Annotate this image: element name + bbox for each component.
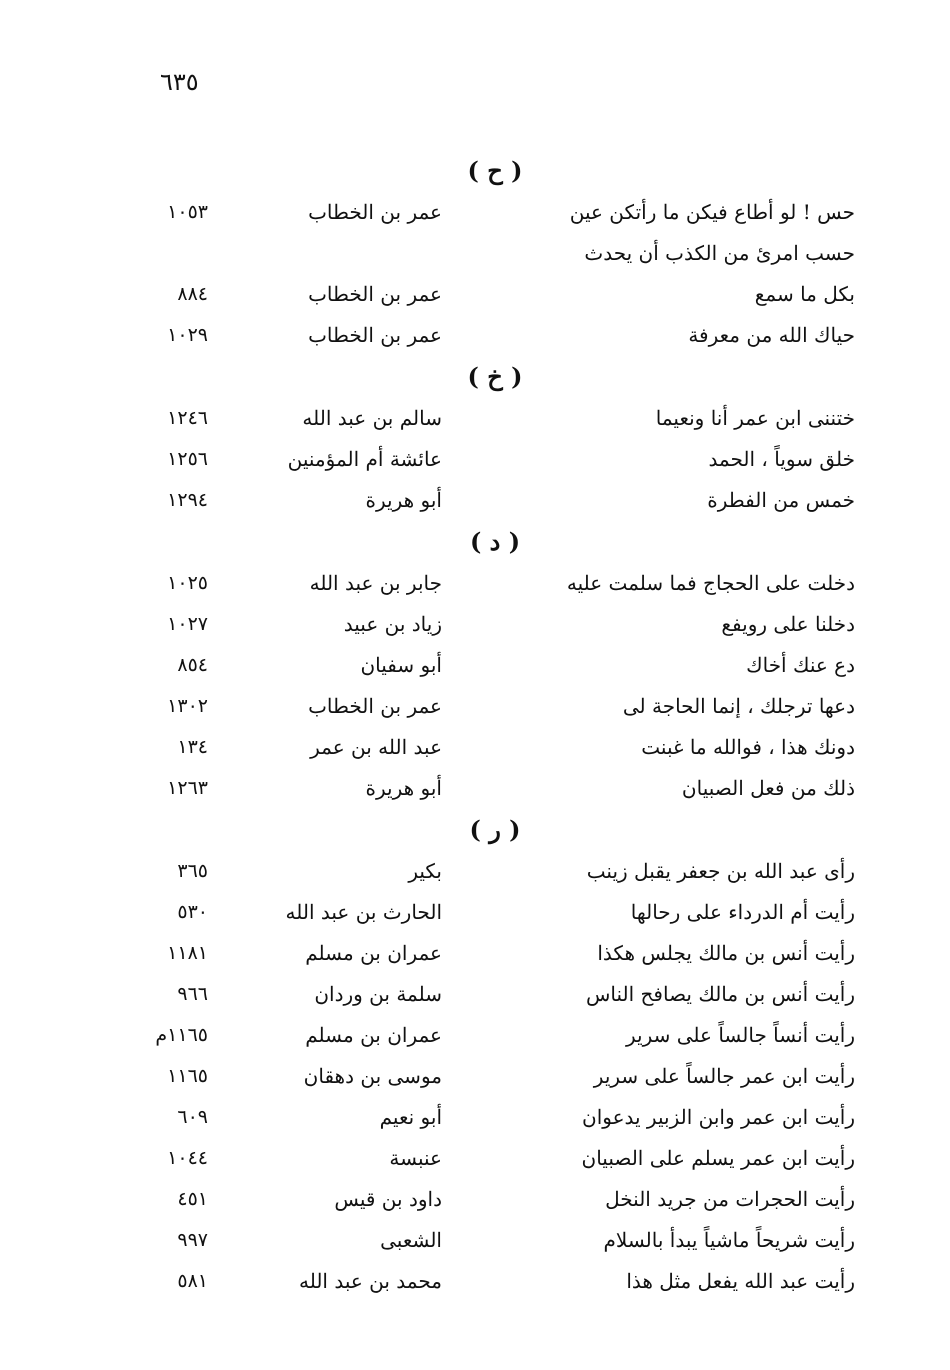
hadith-number: ١٠٤٤	[167, 1147, 208, 1169]
narrator-name: عمر بن الخطاب	[308, 200, 442, 224]
index-row	[0, 1179, 950, 1220]
index-row	[0, 686, 950, 727]
hadith-phrase: دع عنك أخاك	[746, 653, 855, 677]
section-heading-dal: ( د )	[469, 527, 521, 556]
hadith-number: ١١٨١	[167, 942, 208, 964]
index-row	[0, 1097, 950, 1138]
index-row	[0, 563, 950, 604]
hadith-phrase: خمس من الفطرة	[707, 488, 855, 512]
index-row	[0, 604, 950, 645]
narrator-name: عائشة أم المؤمنين	[287, 447, 442, 471]
hadith-phrase: رأيت ابن عمر وابن الزبير يدعوان	[582, 1105, 855, 1129]
narrator-name: الحارث بن عبد الله	[285, 900, 442, 924]
section-heading-ha: ( ح )	[467, 156, 523, 185]
index-row	[0, 1015, 950, 1056]
hadith-phrase: ختننى ابن عمر أنا ونعيما	[655, 406, 855, 430]
page-number: ٦٣٥	[160, 68, 199, 96]
narrator-name: سلمة بن وردان	[314, 982, 442, 1006]
index-row	[0, 1261, 950, 1302]
hadith-number: ٦٠٩	[177, 1106, 208, 1128]
narrator-name: داود بن قيس	[334, 1187, 442, 1211]
hadith-number: ٨٨٤	[177, 283, 208, 305]
index-row	[0, 192, 950, 233]
narrator-name: عمر بن الخطاب	[308, 694, 442, 718]
hadith-phrase: رأيت شريحاً ماشياً يبدأ بالسلام	[603, 1228, 855, 1252]
hadith-phrase: رأيت ابن عمر جالساً على سرير	[593, 1064, 855, 1088]
hadith-phrase: خلق سوياً ، الحمد	[708, 447, 855, 471]
hadith-number: ٤٥١	[177, 1188, 208, 1210]
narrator-name: الشعبى	[380, 1228, 442, 1252]
hadith-number: ١٠٢٧	[167, 613, 208, 635]
index-row	[0, 892, 950, 933]
hadith-number: ٥٨١	[177, 1270, 208, 1292]
hadith-phrase: حياك الله من معرفة	[688, 323, 855, 347]
narrator-name: أبو هريرة	[365, 488, 442, 512]
narrator-name: عمران بن مسلم	[305, 941, 442, 965]
hadith-number: ٥٣٠	[177, 901, 208, 923]
section-heading-kha: ( خ )	[467, 362, 523, 391]
narrator-name: عمر بن الخطاب	[308, 282, 442, 306]
index-row	[0, 933, 950, 974]
hadith-number: ٩٦٦	[177, 983, 208, 1005]
hadith-number: ١٠٢٩	[167, 324, 208, 346]
hadith-phrase: رأيت ابن عمر يسلم على الصبيان	[581, 1146, 855, 1170]
index-row	[0, 974, 950, 1015]
hadith-phrase: حس ! لو أطاع فيكن ما رأتكن عين	[569, 200, 855, 224]
narrator-name: عبد الله بن عمر	[310, 735, 442, 759]
hadith-number: ١٠٥٣	[167, 201, 208, 223]
narrator-name: عنبسة	[389, 1146, 442, 1170]
hadith-number: ١٣٠٢	[167, 695, 208, 717]
hadith-phrase: بكل ما سمع	[754, 282, 855, 306]
index-row	[0, 1220, 950, 1261]
index-row	[0, 439, 950, 480]
hadith-phrase: رأيت عبد الله يفعل مثل هذا	[626, 1269, 855, 1293]
index-row	[0, 274, 950, 315]
hadith-phrase: دخلت على الحجاج فما سلمت عليه	[566, 571, 855, 595]
narrator-name: بكير	[408, 859, 442, 883]
hadith-number: ٣٦٥	[177, 860, 208, 882]
index-row	[0, 851, 950, 892]
hadith-phrase: ذلك من فعل الصبيان	[681, 776, 855, 800]
hadith-phrase: دخلنا على رويفع	[721, 612, 855, 636]
hadith-phrase: حسب امرئ من الكذب أن يحدث	[584, 241, 855, 265]
hadith-phrase: رأيت أنس بن مالك يجلس هكذا	[597, 941, 855, 965]
narrator-name: عمران بن مسلم	[305, 1023, 442, 1047]
narrator-name: زياد بن عبيد	[343, 612, 442, 636]
hadith-number: ١٢٦٣	[167, 777, 208, 799]
index-row	[0, 727, 950, 768]
index-row	[0, 315, 950, 356]
hadith-phrase: دونك هذا ، فوالله ما غبنت	[641, 735, 855, 759]
index-row	[0, 1138, 950, 1179]
index-content	[0, 150, 950, 1302]
narrator-name: أبو نعيم	[379, 1105, 442, 1129]
hadith-phrase: رأيت الحجرات من جريد النخل	[605, 1187, 855, 1211]
narrator-name: أبو هريرة	[365, 776, 442, 800]
narrator-name: عمر بن الخطاب	[308, 323, 442, 347]
narrator-name: موسى بن دهقان	[303, 1064, 442, 1088]
section-heading-ra: ( ر )	[469, 815, 521, 844]
hadith-number: ١٢٩٤	[167, 489, 208, 511]
index-row	[0, 233, 950, 274]
narrator-name: سالم بن عبد الله	[302, 406, 442, 430]
hadith-number: ١٢٤٦	[167, 407, 208, 429]
hadith-phrase: رأيت أنس بن مالك يصافح الناس	[585, 982, 855, 1006]
hadith-number: ١١٦٥	[167, 1065, 208, 1087]
hadith-phrase: رأيت أنساً جالساً على سرير	[625, 1023, 855, 1047]
index-row	[0, 645, 950, 686]
hadith-number: ١٠٢٥	[167, 572, 208, 594]
hadith-number: ٩٩٧	[177, 1229, 208, 1251]
hadith-number: ١٣٤	[177, 736, 208, 758]
hadith-number: ١١٦٥م	[155, 1024, 208, 1046]
index-row	[0, 768, 950, 809]
narrator-name: جابر بن عبد الله	[309, 571, 442, 595]
hadith-number: ٨٥٤	[177, 654, 208, 676]
hadith-phrase: دعها ترجلك ، إنما الحاجة لى	[622, 694, 855, 718]
hadith-number: ١٢٥٦	[167, 448, 208, 470]
index-row	[0, 1056, 950, 1097]
hadith-phrase: رأى عبد الله بن جعفر يقبل زينب	[586, 859, 855, 883]
index-row	[0, 398, 950, 439]
narrator-name: أبو سفيان	[360, 653, 442, 677]
hadith-phrase: رأيت أم الدرداء على رحالها	[630, 900, 855, 924]
narrator-name: محمد بن عبد الله	[298, 1269, 442, 1293]
index-row	[0, 480, 950, 521]
